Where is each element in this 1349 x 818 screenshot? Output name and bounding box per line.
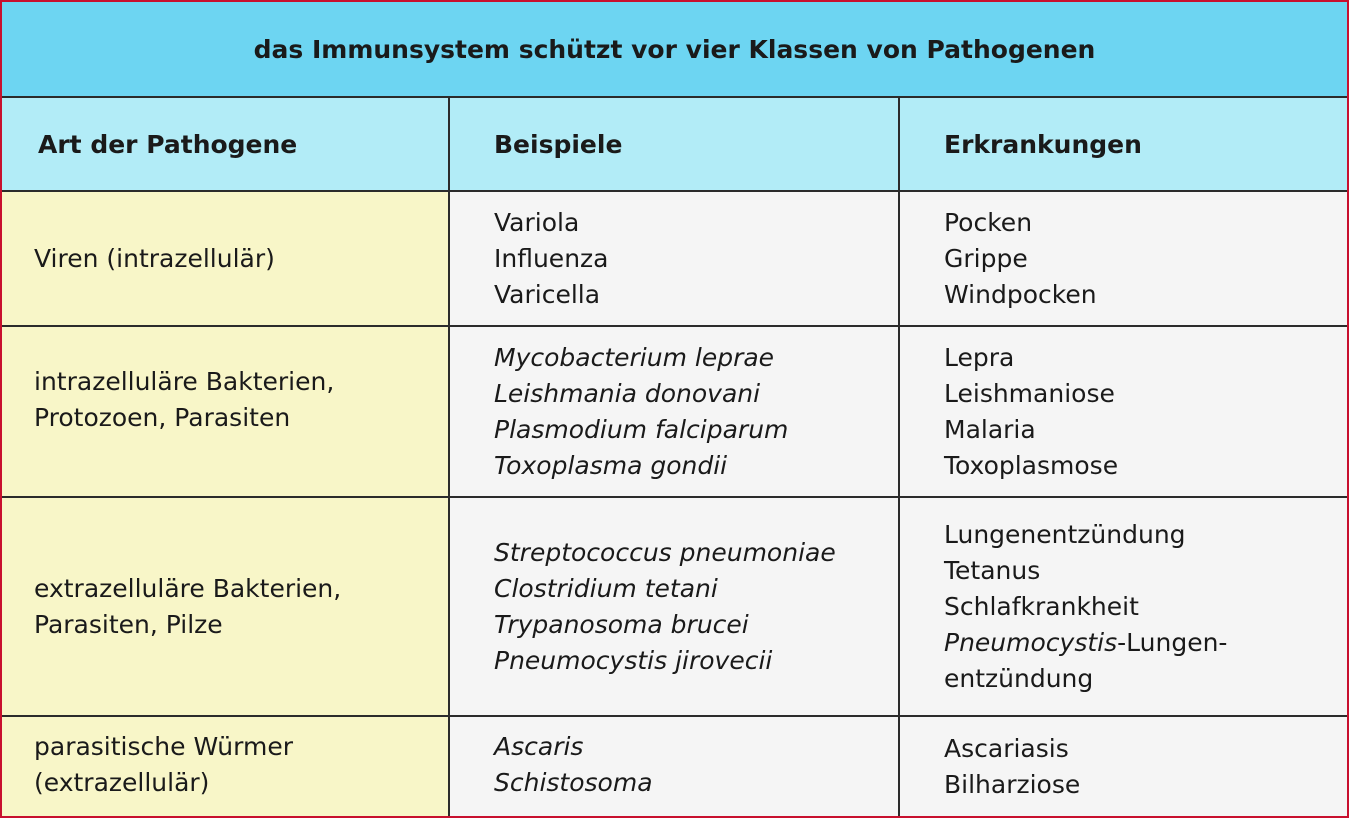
examples-cell	[494, 717, 653, 813]
cell-line: Bilharziose	[944, 769, 1081, 799]
diseases-cell	[944, 327, 1118, 496]
table-title: das Immunsystem schützt vor vier Klassen von Pathogenen	[2, 2, 1347, 96]
cell-line: Tetanus	[944, 555, 1041, 585]
cell-line: Schlafkrankheit	[944, 591, 1139, 621]
column-divider	[448, 98, 450, 816]
cell-line: Protozoen, Parasiten	[34, 403, 291, 432]
pathogen-table	[2, 2, 1347, 816]
cell-line-italic: Pneumocystis	[944, 627, 1118, 657]
examples-cell	[494, 192, 608, 325]
cell-line: parasitische Würmer	[34, 732, 293, 761]
cell-line: Toxoplasma gondii	[494, 450, 728, 480]
cell-line: Leishmania donovani	[494, 378, 761, 408]
pathogen-type-cell	[34, 717, 293, 813]
cell-line: Clostridium tetani	[494, 573, 718, 603]
cell-line: Viren (intrazellulär)	[34, 243, 275, 273]
column-divider	[898, 98, 900, 816]
cell-line-suffix: -Lungen-	[1117, 627, 1228, 657]
cell-line: extrazelluläre Bakterien,	[34, 573, 342, 603]
examples-cell	[494, 498, 836, 715]
pathogen-type-cell	[34, 192, 275, 325]
header-diseases: Erkrankungen	[944, 129, 1142, 159]
cell-line: Windpocken	[944, 279, 1097, 309]
cell-line: intrazelluläre Bakterien,	[34, 367, 335, 396]
cell-line: Malaria	[944, 414, 1036, 444]
cell-line: Mycobacterium leprae	[494, 342, 775, 372]
cell-line: Ascariasis	[944, 733, 1069, 763]
cell-line: Parasiten, Pilze	[34, 609, 223, 639]
cell-line: Lungenentzündung	[944, 519, 1186, 549]
cell-line	[944, 625, 1227, 661]
diseases-cell	[944, 717, 1080, 816]
cell-line: Grippe	[944, 243, 1028, 273]
header-pathogen-type: Art der Pathogene	[38, 129, 298, 159]
cell-line: entzündung	[944, 663, 1094, 693]
cell-line: Variola	[494, 207, 580, 237]
pathogen-type-cell	[34, 327, 334, 473]
cell-line: Leishmaniose	[944, 378, 1115, 408]
cell-line: Influenza	[494, 243, 609, 273]
cell-line: Varicella	[494, 279, 601, 309]
cell-line: Streptococcus pneumoniae	[494, 537, 836, 567]
examples-cell	[494, 327, 788, 496]
cell-line: Toxoplasmose	[944, 450, 1119, 480]
cell-line: (extrazellulär)	[34, 768, 210, 797]
header-examples: Beispiele	[494, 129, 623, 159]
cell-line: Pneumocystis jirovecii	[494, 645, 773, 675]
diseases-cell	[944, 498, 1227, 715]
cell-line: Schistosoma	[494, 768, 653, 797]
cell-line: Ascaris	[494, 732, 584, 761]
cell-line: Trypanosoma brucei	[494, 609, 749, 639]
cell-line: Lepra	[944, 342, 1015, 372]
cell-line: Pocken	[944, 207, 1033, 237]
header-row	[2, 98, 1347, 190]
pathogen-type-cell	[34, 498, 341, 715]
diseases-cell	[944, 192, 1097, 325]
cell-line: Plasmodium falciparum	[494, 414, 789, 444]
